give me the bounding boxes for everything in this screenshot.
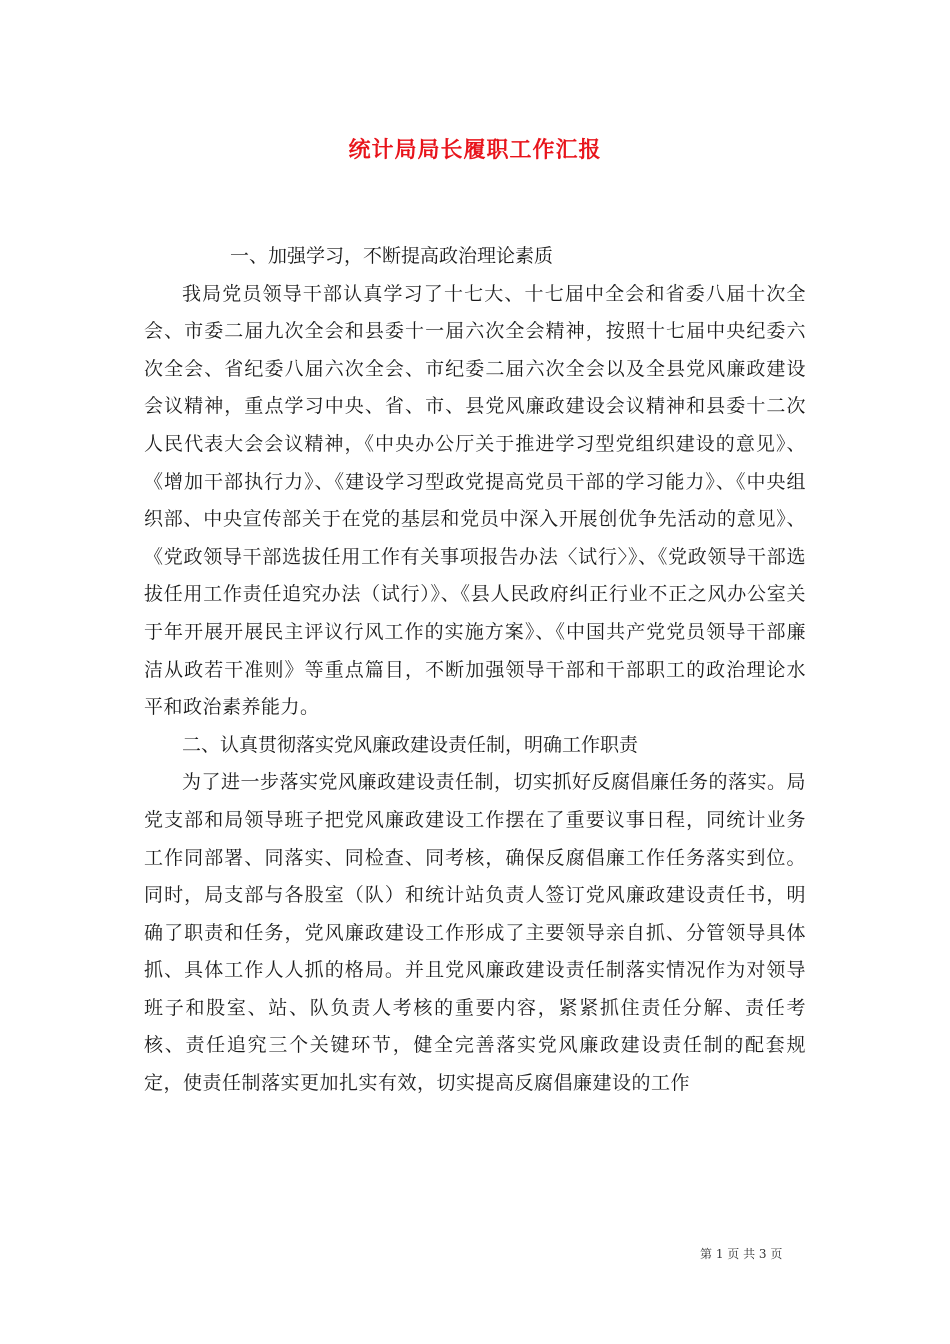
section-paragraph-1: 我局党员领导干部认真学习了十七大、十七届中全会和省委八届十次全会、市委二届九次全会和县委十一届六次全会精神，按照十七届中央纪委六次全会、省纪委八届六次全会、市纪委二届六次全会以及全县党风廉政建设会议精神，重点学习中央、省、市、县党风廉政建设会议精神和县委十二次人民代表大会会议精神，《中央办公厅关于推进学习型党组织建设的意见》、《增加干部执行力》、《建设学习型政党提高党员干部的学习能力》、《中央组织部、中央宣传部关于在党的基层和党员中深入开展创优争先活动的意见》、《党政领导干部选拔任用工作有关事项报告办法〈试行〉》、《党政领导干部选拔任用工作责任追究办法（试行）》、《县人民政府纠正行业不正之风办公室关于年开展开展民主评议行风工作的实施方案》、《中国共产党党员领导干部廉洁从政若干准则》等重点篇目，不断加强领导干部和干部职工的政治理论水平和政治素养能力。 <box>144 282 806 719</box>
page-number: 第 1 页 共 3 页 <box>700 1247 783 1261</box>
section-heading-2: 二、认真贯彻落实党风廉政建设责任制，明确工作职责 <box>182 733 639 756</box>
section-heading-1: 一、加强学习，不断提高政治理论素质 <box>230 245 554 267</box>
section-paragraph-2: 为了进一步落实党风廉政建设责任制，切实抓好反腐倡廉任务的落实。局党支部和局领导班子把党风廉政建设工作摆在了重要议事日程，同统计业务工作同部署、同落实、同检查、同考核，确保反腐倡廉工作任务落实到位。同时，局支部与各股室（队）和统计站负责人签订党风廉政建设责任书，明确了职责和任务，党风廉政建设工作形成了主要领导亲自抓、分管领导具体抓、具体工作人人抓的格局。并且党风廉政建设责任制落实情况作为对领导班子和股室、站、队负责人考核的重要内容，紧紧抓住责任分解、责任考核、责任追究三个关键环节，健全完善落实党风廉政建设责任制的配套规定，使责任制落实更加扎实有效，切实提高反腐倡廉建设的工作 <box>144 771 807 1095</box>
page-title: 统计局局长履职工作汇报 <box>348 137 602 163</box>
document-body <box>144 238 806 1103</box>
